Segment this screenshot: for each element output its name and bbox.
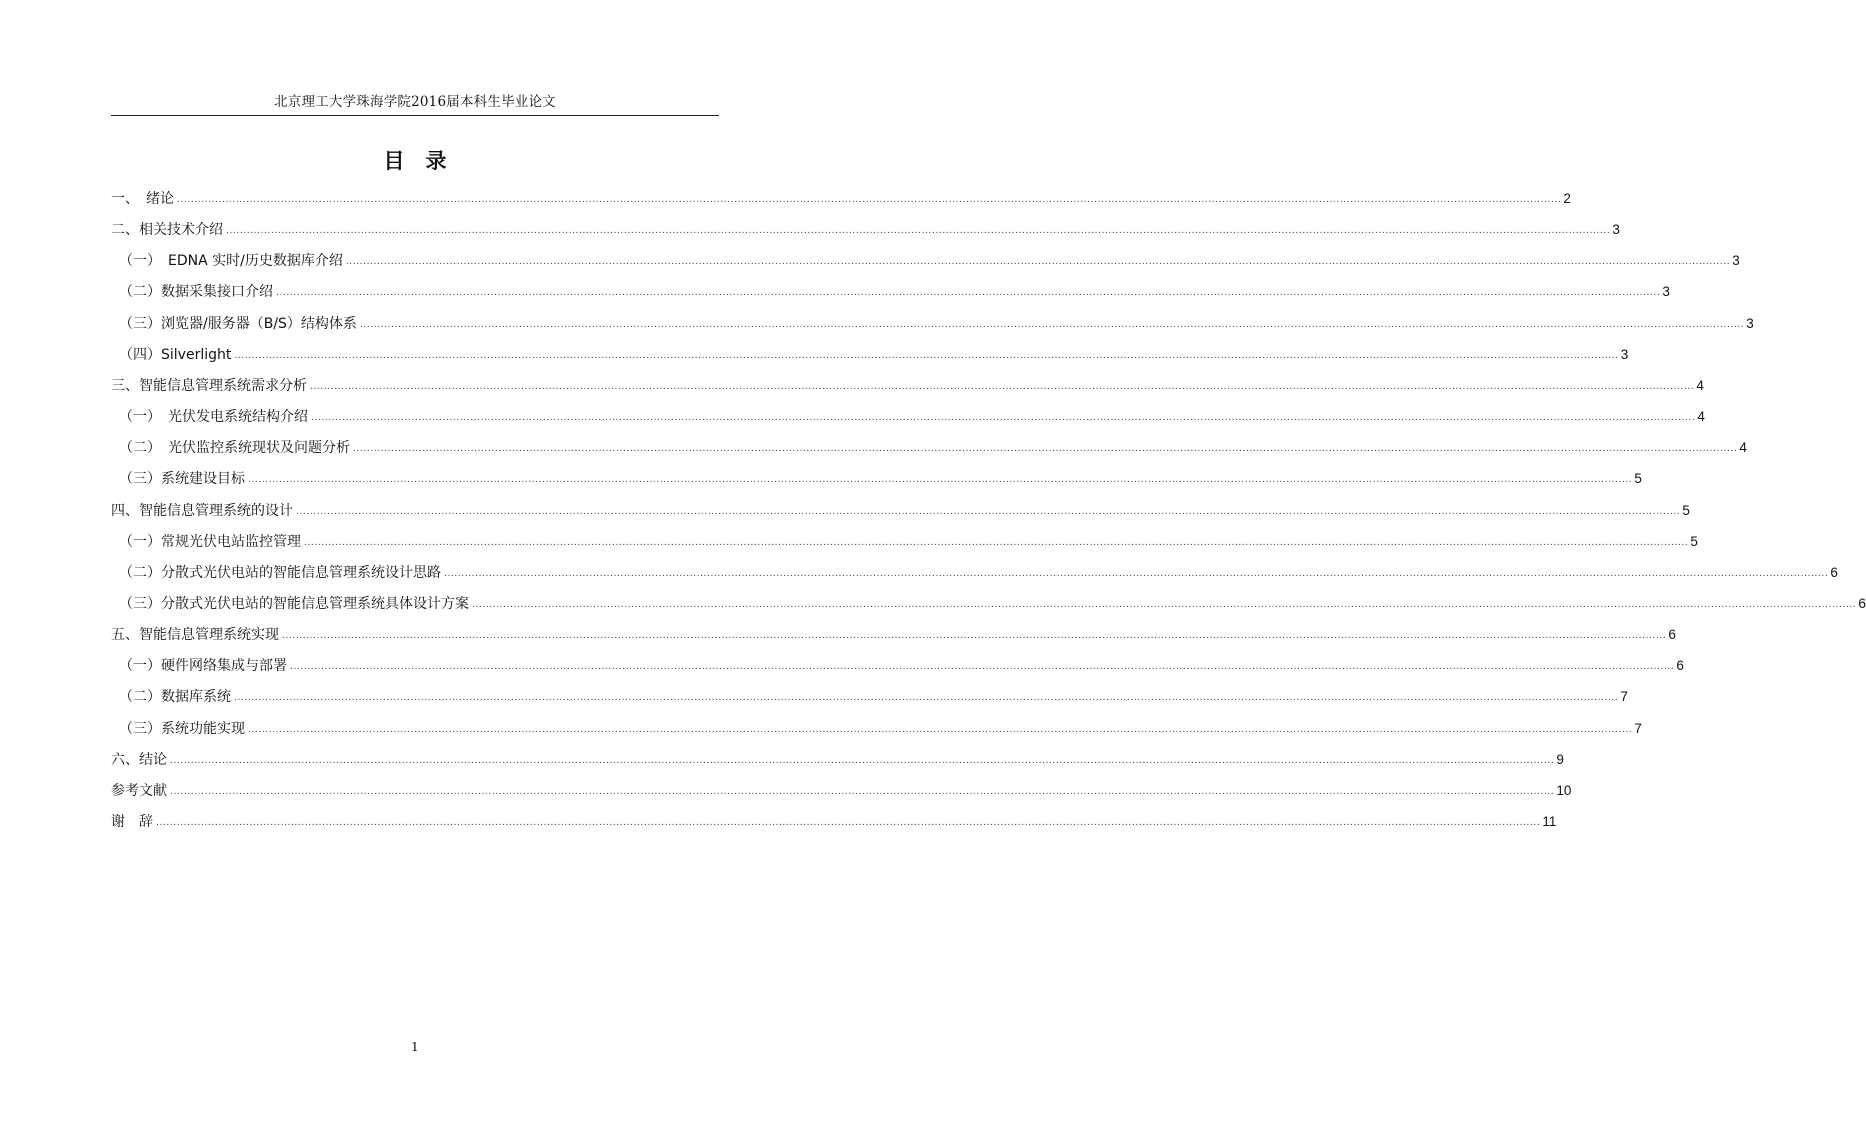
- toc-entry-label: （二）数据采集接口介绍: [119, 284, 273, 301]
- toc-entry[interactable]: [111, 780, 1572, 802]
- toc-entry-page: 9: [1556, 751, 1564, 767]
- page-header: 北京理工大学珠海学院2016届本科生毕业论文: [274, 94, 556, 110]
- toc-entry-page: 3: [1662, 284, 1670, 300]
- toc-entry-label: （一）常规光伏电站监控管理: [119, 533, 301, 550]
- toc-entry[interactable]: [111, 375, 1704, 397]
- toc-dot-leader: ................................................................................................................................................................................................................................................................................................................................................................................................................: [177, 195, 1562, 205]
- toc-dot-leader: ................................................................................................................................................................................................................................................................................................................................................................................................................: [290, 662, 1675, 673]
- toc-entry-label: （一） EDNA 实时/历史数据库介绍: [119, 253, 343, 270]
- toc-dot-leader: ................................................................................................................................................................................................................................................................................................................................................................................................................: [226, 226, 1611, 237]
- toc-entry-label: 四、智能信息管理系统的设计: [111, 502, 293, 519]
- toc-dot-leader: ................................................................................................................................................................................................................................................................................................................................................................................................................: [170, 755, 1555, 766]
- toc-entry[interactable]: [111, 500, 1690, 522]
- toc-entry[interactable]: [119, 313, 1754, 335]
- toc-entry-label: （二）分散式光伏电站的智能信息管理系统设计思路: [119, 564, 441, 581]
- toc-dot-leader: ................................................................................................................................................................................................................................................................................................................................................................................................................: [282, 631, 1667, 642]
- toc-entry-label: （三）系统建设目标: [119, 471, 245, 488]
- toc-entry-label: 二、相关技术介绍: [111, 222, 223, 239]
- toc-entry[interactable]: [119, 437, 1747, 459]
- toc-entry[interactable]: [111, 624, 1676, 646]
- toc-entry-page: 6: [1676, 658, 1684, 674]
- toc-entry[interactable]: [111, 811, 1557, 833]
- toc-entry-label: （三）浏览器/服务器（B/S）结构体系: [119, 315, 357, 332]
- toc-entry[interactable]: [119, 406, 1705, 428]
- toc-entry-label: （一） 光伏发电系统结构介绍: [119, 409, 308, 426]
- toc-entry-page: 2: [1563, 191, 1571, 206]
- toc-entry[interactable]: [119, 718, 1642, 740]
- toc-entry-page: 5: [1634, 471, 1642, 487]
- toc-entry[interactable]: [119, 344, 1629, 366]
- toc-entry-label: 一、 绪论: [111, 191, 174, 207]
- toc-entry[interactable]: [119, 531, 1698, 553]
- toc-entry[interactable]: [119, 562, 1838, 584]
- toc-dot-leader: ................................................................................................................................................................................................................................................................................................................................................................................................................: [345, 257, 1731, 268]
- toc-entry-label: 三、智能信息管理系统需求分析: [111, 377, 307, 394]
- toc-entry-page: 3: [1732, 253, 1740, 269]
- toc-entry-page: 3: [1620, 346, 1629, 362]
- toc-dot-leader: ................................................................................................................................................................................................................................................................................................................................................................................................................: [234, 693, 1619, 704]
- toc-dot-leader: ................................................................................................................................................................................................................................................................................................................................................................................................................: [444, 568, 1829, 579]
- toc-dot-leader: ................................................................................................................................................................................................................................................................................................................................................................................................................: [234, 350, 1619, 361]
- toc-entry[interactable]: [111, 219, 1620, 241]
- toc-dot-leader: ................................................................................................................................................................................................................................................................................................................................................................................................................: [359, 319, 1745, 330]
- toc-dot-leader: ................................................................................................................................................................................................................................................................................................................................................................................................................: [170, 786, 1555, 797]
- toc-entry-label: （三）系统功能实现: [119, 720, 245, 737]
- toc-dot-leader: ................................................................................................................................................................................................................................................................................................................................................................................................................: [311, 413, 1696, 424]
- toc-entry-label: （二） 光伏监控系统现状及问题分析: [119, 440, 350, 457]
- toc-entry-label: 五、智能信息管理系统实现: [111, 627, 279, 644]
- toc-dot-leader: ................................................................................................................................................................................................................................................................................................................................................................................................................: [472, 599, 1857, 610]
- toc-entry-page: 4: [1697, 409, 1705, 425]
- toc-entry-page: 3: [1612, 222, 1620, 238]
- toc-entry-label: 参考文献: [111, 782, 167, 799]
- toc-entry[interactable]: [119, 593, 1866, 615]
- toc-dot-leader: ................................................................................................................................................................................................................................................................................................................................................................................................................: [353, 444, 1738, 455]
- toc-dot-leader: ................................................................................................................................................................................................................................................................................................................................................................................................................: [156, 818, 1541, 828]
- toc-entry-page: 10: [1556, 782, 1572, 798]
- toc-entry-label: （三）分散式光伏电站的智能信息管理系统具体设计方案: [119, 595, 469, 612]
- toc-title: 目 录: [383, 149, 447, 173]
- toc-entry[interactable]: [111, 749, 1564, 771]
- toc-entry-label: （四）Silverlight: [119, 346, 232, 363]
- toc-dot-leader: ................................................................................................................................................................................................................................................................................................................................................................................................................: [276, 288, 1661, 299]
- toc-entry-label: （二）数据库系统: [119, 689, 231, 706]
- toc-entry-page: 6: [1668, 627, 1676, 643]
- toc-dot-leader: ................................................................................................................................................................................................................................................................................................................................................................................................................: [248, 724, 1633, 735]
- toc-dot-leader: ................................................................................................................................................................................................................................................................................................................................................................................................................: [304, 537, 1689, 548]
- toc-entry[interactable]: [119, 655, 1684, 677]
- toc-entry-page: 4: [1739, 440, 1747, 456]
- toc-entry[interactable]: [111, 188, 1571, 210]
- toc-entry-page: 3: [1746, 315, 1754, 331]
- toc-dot-leader: ................................................................................................................................................................................................................................................................................................................................................................................................................: [248, 475, 1633, 486]
- toc-entry-page: 6: [1830, 564, 1838, 580]
- toc-entry-page: 5: [1690, 533, 1698, 549]
- toc-entry-page: 5: [1682, 502, 1690, 518]
- toc-entry-label: 谢 辞: [111, 814, 153, 830]
- toc-entry[interactable]: [119, 281, 1670, 303]
- toc-dot-leader: ................................................................................................................................................................................................................................................................................................................................................................................................................: [310, 381, 1695, 392]
- toc-entry[interactable]: [119, 250, 1740, 272]
- toc-entry-page: 11: [1542, 814, 1557, 829]
- toc-entry-label: （一）硬件网络集成与部署: [119, 658, 287, 675]
- toc-entry[interactable]: [119, 686, 1628, 708]
- page-number: 1: [411, 1040, 419, 1054]
- toc-entry-page: 7: [1634, 720, 1642, 736]
- toc-dot-leader: ................................................................................................................................................................................................................................................................................................................................................................................................................: [296, 506, 1681, 517]
- toc-entry-page: 4: [1696, 377, 1704, 393]
- toc-entry-page: 6: [1858, 595, 1866, 611]
- toc-entry[interactable]: [119, 468, 1642, 490]
- toc-entry-page: 7: [1620, 689, 1628, 705]
- toc-entry-label: 六、结论: [111, 751, 167, 768]
